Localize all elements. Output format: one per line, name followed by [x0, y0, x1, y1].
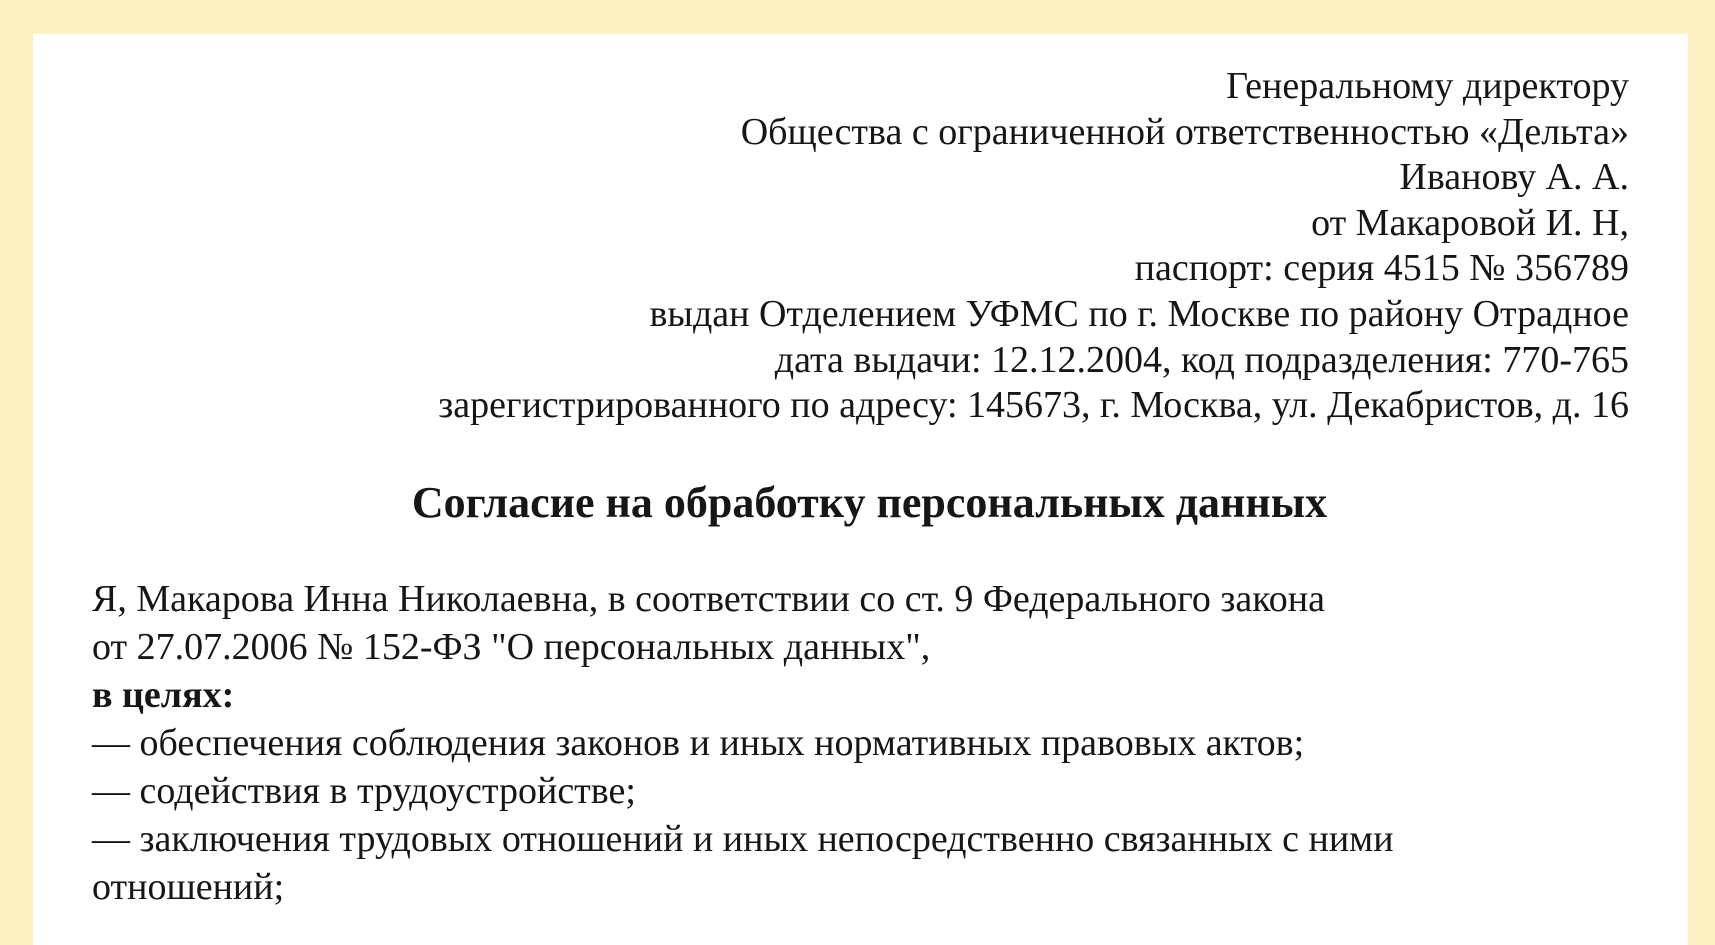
purposes-heading: в целях:: [92, 673, 235, 716]
addressee-position: Генеральному директору: [1226, 65, 1629, 107]
document-body: [92, 575, 1629, 911]
intro-line: Я, Макарова Инна Николаевна, в соответствии со ст. 9 Федерального закона: [92, 577, 1325, 620]
passport-number: паспорт: серия 4515 № 356789: [1134, 247, 1629, 290]
purpose-item: — заключения трудовых отношений и иных непосредственно связанных с ними: [92, 817, 1394, 860]
document-title: Согласие на обработку персональных данных: [411, 477, 1328, 527]
passport-issuer: выдан Отделением УФМС по г. Москве по району Отрадное: [649, 292, 1629, 335]
purpose-item: — содействия в трудоустройстве;: [92, 769, 636, 812]
addressee-block: [92, 64, 1629, 429]
addressee-name: Иванову А. А.: [1399, 156, 1629, 199]
addressee-company: Общества с ограниченной ответственностью «Дельта»: [740, 110, 1629, 153]
purpose-item: — обеспечения соблюдения законов и иных нормативных правовых актов;: [92, 721, 1305, 764]
sender-name: от Макаровой И. Н,: [1311, 201, 1629, 244]
intro-line: от 27.07.2006 № 152-ФЗ "О персональных данных",: [92, 625, 931, 668]
purpose-item-continuation: отношений;: [92, 865, 285, 908]
document-page: [33, 34, 1688, 945]
passport-issue-date: дата выдачи: 12.12.2004, код подразделения: 770-765: [774, 338, 1629, 381]
registration-address: зарегистрированного по адресу: 145673, г. Москва, ул. Декабристов, д. 16: [438, 384, 1629, 427]
